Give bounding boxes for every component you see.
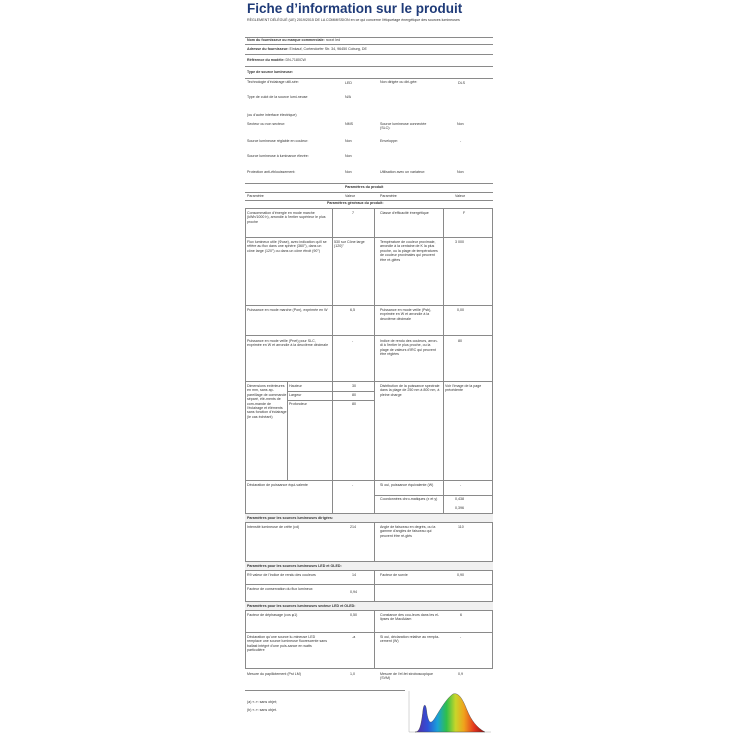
param-label: Si oui, puissance équivalente (W) [380,483,434,487]
param-value: 110 [458,525,464,529]
param-label: Consommation d'énergie en mode marche (kWh/1000 h), arrondie à l'entier supérieur le plus proche [247,211,326,224]
param-value: 7 [352,211,354,215]
param-value: 530 sur Cône large (120)° [334,240,365,249]
param-value: - [460,139,462,143]
param-label: (ou d'autre interface électrique) [247,113,297,117]
param-label: Technologie d'éclairage utili-sée: [247,80,299,84]
param-label: Utilisation avec un variateur: [380,170,426,174]
param-label: Mesure de l'ef-fet stroboscopique (SVM) [380,672,434,681]
param-value: Non [345,170,352,174]
param-label: Coordonnées chro-matiques (x et y) [380,497,438,501]
divider [245,584,493,585]
supplier-name-row [247,38,340,42]
param-value: - [352,339,354,343]
dimension-name: Largeur [289,393,302,397]
param-label: Puissance en mode veille (Pnet) pour SLC, exprimée en W et arrondie à la deuxième décimale [247,339,329,348]
param-value: Voir l'image de la page précédente [445,384,482,393]
param-value: 0,94 [350,590,357,594]
model-label: Référence du modèle: [247,58,285,62]
divider [245,668,493,669]
col-header-param: Paramètre [380,194,397,198]
param-label: Flux lumineux utile (Φuse), avec indication qu'il se réfère au flux dans une sphère (360°), dans un cône large (120°) ou dans un cône étroit (90°) [247,240,327,253]
param-value: F [463,211,466,215]
divider [245,208,493,209]
divider [245,192,493,193]
model-value: DN-7180CW [285,58,306,62]
table-border [374,208,375,668]
param-value: 6,5 [350,308,355,312]
param-value: - [352,483,354,487]
param-label: Indice de rendu des couleurs, arron-di à l'entier le plus proche, ou la plage de valeurs d'IRC qui peuvent être réglées [380,339,438,357]
supplier-name-value: noxxt led [325,38,341,42]
table-border [245,208,246,668]
param-value: N/A [345,95,351,99]
supplier-address-label: Adresse du fournisseur: [247,47,289,51]
divider [245,305,493,306]
param-label: Source lumineuse à luminance élevée: [247,154,309,158]
param-label: Déclaration de puissance équi-valente [247,483,308,487]
col-header-param: Paramètre [247,194,264,198]
spectral-distribution-graph [405,688,493,734]
divider [287,391,374,392]
product-information-sheet [245,0,493,736]
param-value: Non [457,122,464,126]
param-value: 14 [352,573,356,577]
param-value: 0,00 [457,308,464,312]
param-label: Intensité lumineuse de crête (cd) [247,525,300,529]
param-label: Température de couleur proximale, arrondie à la centaine de K la plus proche, ou la plage de températures de couleur proximales qui peuvent être ré-glées [380,240,438,262]
param-label: Puissance en mode marche (Pon), exprimée en W [247,308,328,312]
param-label: Si oui, déclaration relative au rempla-cement (W) [380,635,440,644]
divider [245,78,493,79]
dimension-name: Hauteur [289,384,302,388]
param-value: Non [345,154,352,158]
divider [245,54,493,55]
divider [245,690,405,691]
table-border [443,208,444,513]
param-label: Déclaration qu'une source lu-mineuse LED remplace une source lumineuse fluorescente sans ballast intégré d'une puis-sance en watts particulière [247,635,328,653]
param-value: 6 [460,613,462,617]
spectrum-curve [415,694,485,732]
table-border [287,381,288,480]
param-label: Angle de faisceau en degrés, ou la gamme d'angles de faisceau qui peuvent être ré-glés [380,525,436,538]
param-label: Facteur de survie [380,573,408,577]
dimension-value: 30 [352,384,356,388]
divider [245,44,493,45]
param-value: DLS [458,81,465,85]
param-value: 0,90 [457,573,464,577]
divider [245,66,493,67]
param-label: Mesure du papillotement (Pst LM) [247,672,301,676]
param-value: LED [345,81,352,85]
general-params-heading: Paramètres généraux du produit: [327,201,384,205]
supplier-address-row [247,47,367,51]
col-header-value: Valeur [345,194,356,198]
param-value: -a [352,635,356,639]
dimension-value: 80 [352,393,356,397]
supplier-address-value: Einkauf, Cortendorfer Str. 34, 96450 Coburg, DE [289,47,367,51]
table-border [492,208,493,668]
dimension-name: Profondeur [289,402,307,406]
model-row [247,58,306,62]
product-params-heading: Paramètres du produit [345,185,384,189]
param-value: 80 [458,339,462,343]
dimension-value: 80 [352,402,356,406]
param-value: 0,396 [455,506,464,510]
param-value: 3 000 [455,240,464,244]
param-label: Protection anti-éblouissement: [247,170,296,174]
divider [374,495,493,496]
param-value: 0,50 [350,613,357,617]
divider [245,183,493,184]
source-type-heading: Type de source lumineuse: [247,70,294,74]
param-value: - [460,635,462,639]
divider [245,237,493,238]
param-value: 0,9 [458,672,463,676]
divider [245,570,493,571]
param-value: Non [345,139,352,143]
param-value: 0,438 [455,497,464,501]
footnote: (b) «-»: sans objet. [247,708,277,712]
param-label: Source lumineuse connectée (SLC): [380,122,427,131]
divider [245,335,493,336]
param-label: Distribution de la puissance spectrale dans la plage de 250 nm à 800 nm, à pleine charge [380,384,440,397]
page-title: Fiche d’information sur le produit [247,1,463,16]
col-header-value: Valeur [455,194,466,198]
param-value: NMS [345,122,353,126]
table-border [332,208,333,513]
param-value: Non [457,170,464,174]
param-label: Type de culot de la source lumi-neuse [247,95,308,99]
dimensions-label: Dimensions extérieures en mm, sans ap-pareillage de commande séparé, élé-ments de com-mande de l'éclairage et éléments sans fonction d'éclairage (le cas échéant) [247,384,287,419]
param-label: Constance des cou-leurs dans les el-lipses de MacAdam [380,613,440,622]
divider [245,381,493,382]
param-label: Secteur ou non secteur: [247,122,286,126]
footnote: (a) «-»: sans objet; [247,700,277,704]
param-label: Puissance en mode veille (Psb), exprimée en W et arrondie à la deuxième décimale [380,308,432,321]
led-oled-heading: Paramètres pour les sources lumineuses LED et OLED: [247,564,342,568]
param-label: Classe d'efficacité énergétique [380,211,429,215]
param-label: Facteur de déphasage (cos φ1) [247,613,298,617]
divider [245,522,493,523]
param-label: R9 valeur de l'indice de rendu des couleurs [247,573,316,577]
divider [287,400,374,401]
param-label: Non dirigée ou diri-gée: [380,80,418,84]
mains-led-heading: Paramètres pour les sources lumineuses secteur LED et OLED: [247,604,356,608]
supplier-name-label: Nom du fournisseur ou marque commerciale: [247,38,325,42]
divider [245,610,493,611]
param-value: 1,0 [350,672,355,676]
directional-heading: Paramètres pour les sources lumineuses dirigées: [247,516,334,520]
param-value: 214 [350,525,356,529]
param-label: Enveloppe: [380,139,398,143]
regulation-text: RÈGLEMENT DÉLÉGUÉ (UE) 2019/2015 DE LA COMMISSION en ce qui concerne l'étiquetage énergétique des sources lumineuses [247,18,460,22]
param-value: - [460,483,462,487]
divider [245,480,493,481]
divider [245,632,493,633]
param-label: Source lumineuse réglable en couleur: [247,139,309,143]
param-label: Facteur de conservation du flux lumineux [247,587,313,591]
